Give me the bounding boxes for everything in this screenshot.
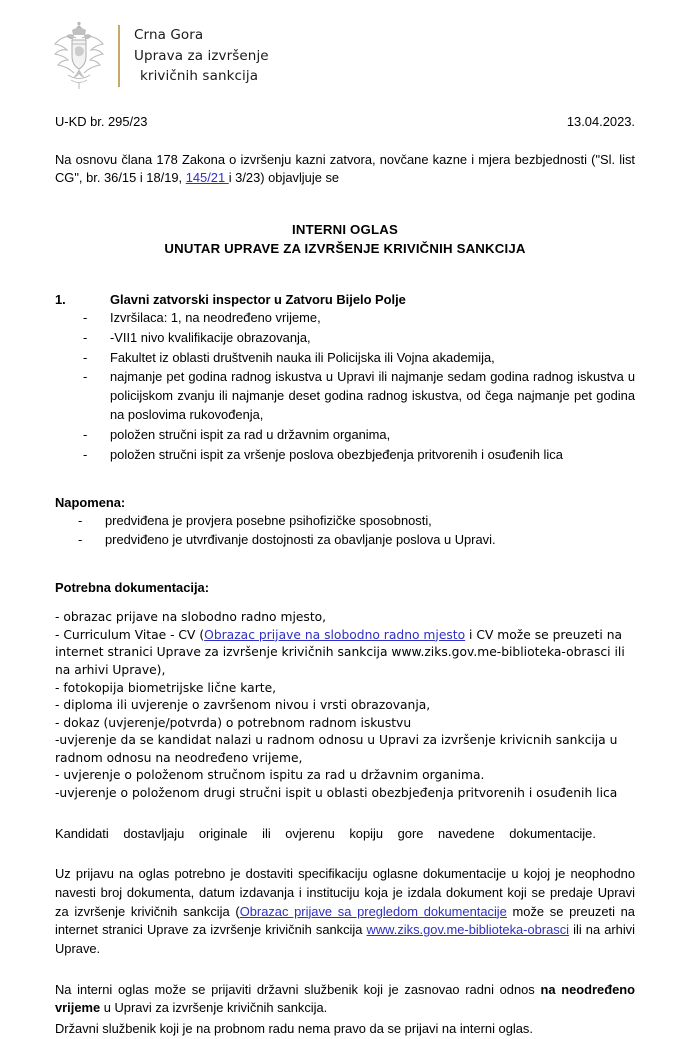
list-item: -uvjerenje da se kandidat nalazi u radnom odnosu u Upravi za izvršenje krivicnih sankcija u radnom odnosu na neodređeno vrijeme, [55,733,618,765]
letterhead-line-country: Crna Gora [134,27,204,44]
list-item: - Izvršilaca: 1, na neodređeno vrijeme, [55,309,635,328]
eligibility-bold-term: na neodređeno vrijeme [55,981,635,1016]
specification-text-3: ili na arhivi Uprave. [55,922,635,957]
documentation-list [55,609,635,802]
ziks-website-link[interactable]: www.ziks.gov.me-biblioteka-obrasci [366,922,570,938]
position-requirements-list [55,309,635,465]
eligibility-text-1: Na interni oglas može se prijaviti državni službenik koji je zasnovao radni odnos [55,981,541,997]
list-item: - fotokopija biometrijske lične karte, [55,680,277,695]
list-item: - uvjerenje o položenom stručnom ispitu za rad u državnim organima. [55,768,485,783]
page-title [55,220,635,258]
letterhead [0,0,679,86]
list-item: - najmanje pet godina radnog iskustva u Upravi ili najmanje sedam godina radnog iskustva u policijskom zvanju ili najmanje deset godina radnog iskustva, od čega najmanje pet godina na poslovima rukovođenja, [55,368,635,424]
cv-text-pre: - Curriculum Vitae - CV ( [55,627,205,642]
list-item: - diploma ili uvjerenje o završenom nivou i vrsti obrazovanja, [55,698,431,713]
letterhead-text [134,25,269,87]
letterhead-line-authority: Uprava za izvršenje [134,47,269,64]
title-line-2: UNUTAR UPRAVE ZA IZVRŠENJE KRIVIČNIH SANKCIJA [164,240,526,256]
list-item: - položen stručni ispit za vršenje poslova obezbjeđenja pritvorenih i osuđenih lica [55,446,635,465]
note-heading: Napomena: [55,494,126,510]
law-reference-link[interactable]: 145/21 [185,170,229,186]
letterhead-line-sanctions: krivičnih sankcija [140,68,259,85]
specification-text-2: može se preuzeti na internet stranici Uprave za izvršenje krivičnih sankcija [55,903,635,938]
title-line-1: INTERNI OGLAS [292,221,398,237]
list-item: -uvjerenje o položenom drugi stručni ispit u oblasti obezbjeđenja pritvorenih i osuđenih lica [55,785,618,800]
position-heading [55,292,635,307]
cv-text-post: i CV može se preuzeti na internet stranici Uprave za izvršenje krivičnih sankcija www.ziks.gov.me-biblioteka-obrasci ili na arhivi Uprave), [55,627,625,677]
position-entry [55,292,635,465]
reference-date: 13.04.2023. [566,114,635,129]
list-item: - dokaz (uvjerenje/potvrda) o potrebnom radnom iskustvu [55,715,412,730]
originals-note-paragraph: Kandidati dostavljaju originale ili ovjerenu kopiju gore navedene dokumentacije. [55,825,596,841]
legal-basis-text-2: i 3/23) objavljuje se [228,170,340,186]
list-item: - predviđena je provjera posebne psihofizičke sposobnosti, [55,512,635,531]
list-item-cv [55,627,635,680]
application-form-with-overview-link[interactable]: Obrazac prijave sa pregledom dokumentacije [239,903,507,919]
reference-line [55,114,635,129]
specification-text-1: Uz prijavu na oglas potrebno je dostaviti specifikaciju oglasne dokumentacije u kojoj je neophodno navesti broj dokumenta, datum izdavanja i instituciju koja je izdala dokument koji se predaje Upravi za izvršenje krivičnih sankcija ( [55,866,635,919]
legal-basis-paragraph [55,151,635,188]
position-title: Glavni zatvorski inspector u Zatvoru Bijelo Polje [110,291,406,307]
probation-note: Državni službenik koji je na probnom radu nema pravo da se prijavi na interni oglas. [55,1021,533,1037]
list-item: - Fakultet iz oblasti društvenih nauka ili Policijska ili Vojna akademija, [55,349,635,368]
document-body [0,114,679,1039]
application-form-link[interactable]: Obrazac prijave na slobodno radno mjesto [204,627,466,642]
list-item: - -VII1 nivo kvalifikacije obrazovanja, [55,329,635,348]
specification-paragraph [55,865,635,959]
documentation-heading: Potrebna dokumentacija: [55,580,210,596]
eligibility-paragraph [55,981,635,1018]
legal-basis-text-1: Na osnovu člana 178 Zakona o izvršenju kazni zatvora, novčane kazne i mjera bezbjednosti ("Sl. list CG", br. 36/15 i 18/19, [55,152,635,186]
reference-number: U-KD br. 295/23 [55,114,148,129]
list-item: - obrazac prijave na slobodno radno mjesto, [55,610,327,625]
letterhead-divider [118,25,120,87]
eligibility-text-2: u Upravi za izvršenje krivičnih sankcija. [100,1000,328,1016]
note-list [55,512,635,551]
montenegro-coat-of-arms-icon [48,20,110,92]
list-item: - položen stručni ispit za rad u državnim organima, [55,426,635,445]
list-item: - predviđeno je utvrđivanje dostojnosti za obavljanje poslova u Upravi. [55,531,635,550]
position-number: 1. [55,291,66,307]
